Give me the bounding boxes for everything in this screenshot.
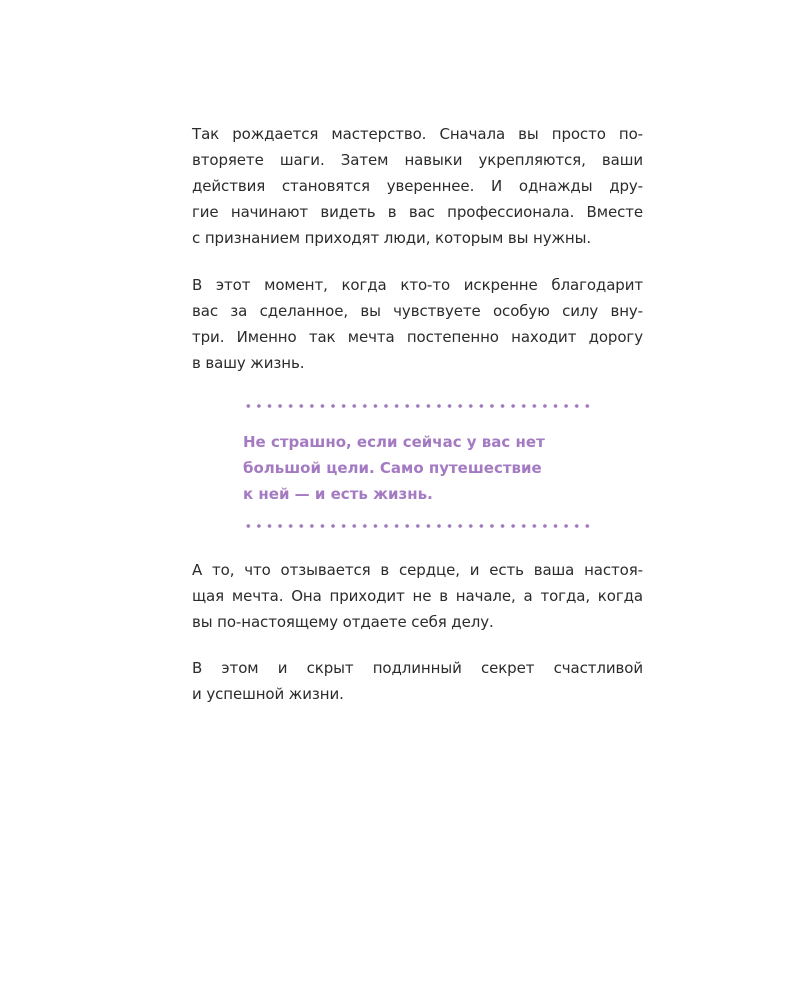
text-line: вас за сделанное, вы чувствуете особую силу вну- (192, 302, 643, 320)
pull-quote-text (243, 429, 595, 507)
text-line: В этот момент, когда кто-то искренне благодарит (192, 276, 643, 294)
paragraph-true-dream (192, 557, 643, 635)
text-line: в вашу жизнь. (192, 354, 305, 372)
text-line: гие начинают видеть в вас профессионала. Вместе (192, 203, 643, 221)
text-line: и успешной жизни. (192, 685, 344, 703)
paragraph-secret (192, 655, 643, 707)
pull-quote (243, 400, 595, 532)
paragraph-mastery (192, 121, 643, 251)
dotted-divider-top (243, 400, 595, 412)
text-line: вы по-настоящему отдаете себя делу. (192, 613, 494, 631)
text-line: с признанием приходят люди, которым вы нужны. (192, 229, 592, 247)
paragraph-gratitude (192, 272, 643, 376)
text-line: А то, что отзывается в сердце, и есть ваша настоя- (192, 561, 643, 579)
text-line: Так рождается мастерство. Сначала вы просто по- (192, 125, 643, 143)
quote-line: большой цели. Само путешествие (243, 459, 542, 477)
text-line: действия становятся увереннее. И однажды дру- (192, 177, 643, 195)
text-line: три. Именно так мечта постепенно находит дорогу (192, 328, 643, 346)
quote-line: Не страшно, если сейчас у вас нет (243, 433, 545, 451)
quote-line: к ней — и есть жизнь. (243, 485, 433, 503)
text-line: вторяете шаги. Затем навыки укрепляются, ваши (192, 151, 643, 169)
dotted-divider-bottom (243, 520, 595, 532)
text-line: В этом и скрыт подлинный секрет счастливой (192, 659, 643, 677)
text-line: щая мечта. Она приходит не в начале, а тогда, когда (192, 587, 643, 605)
